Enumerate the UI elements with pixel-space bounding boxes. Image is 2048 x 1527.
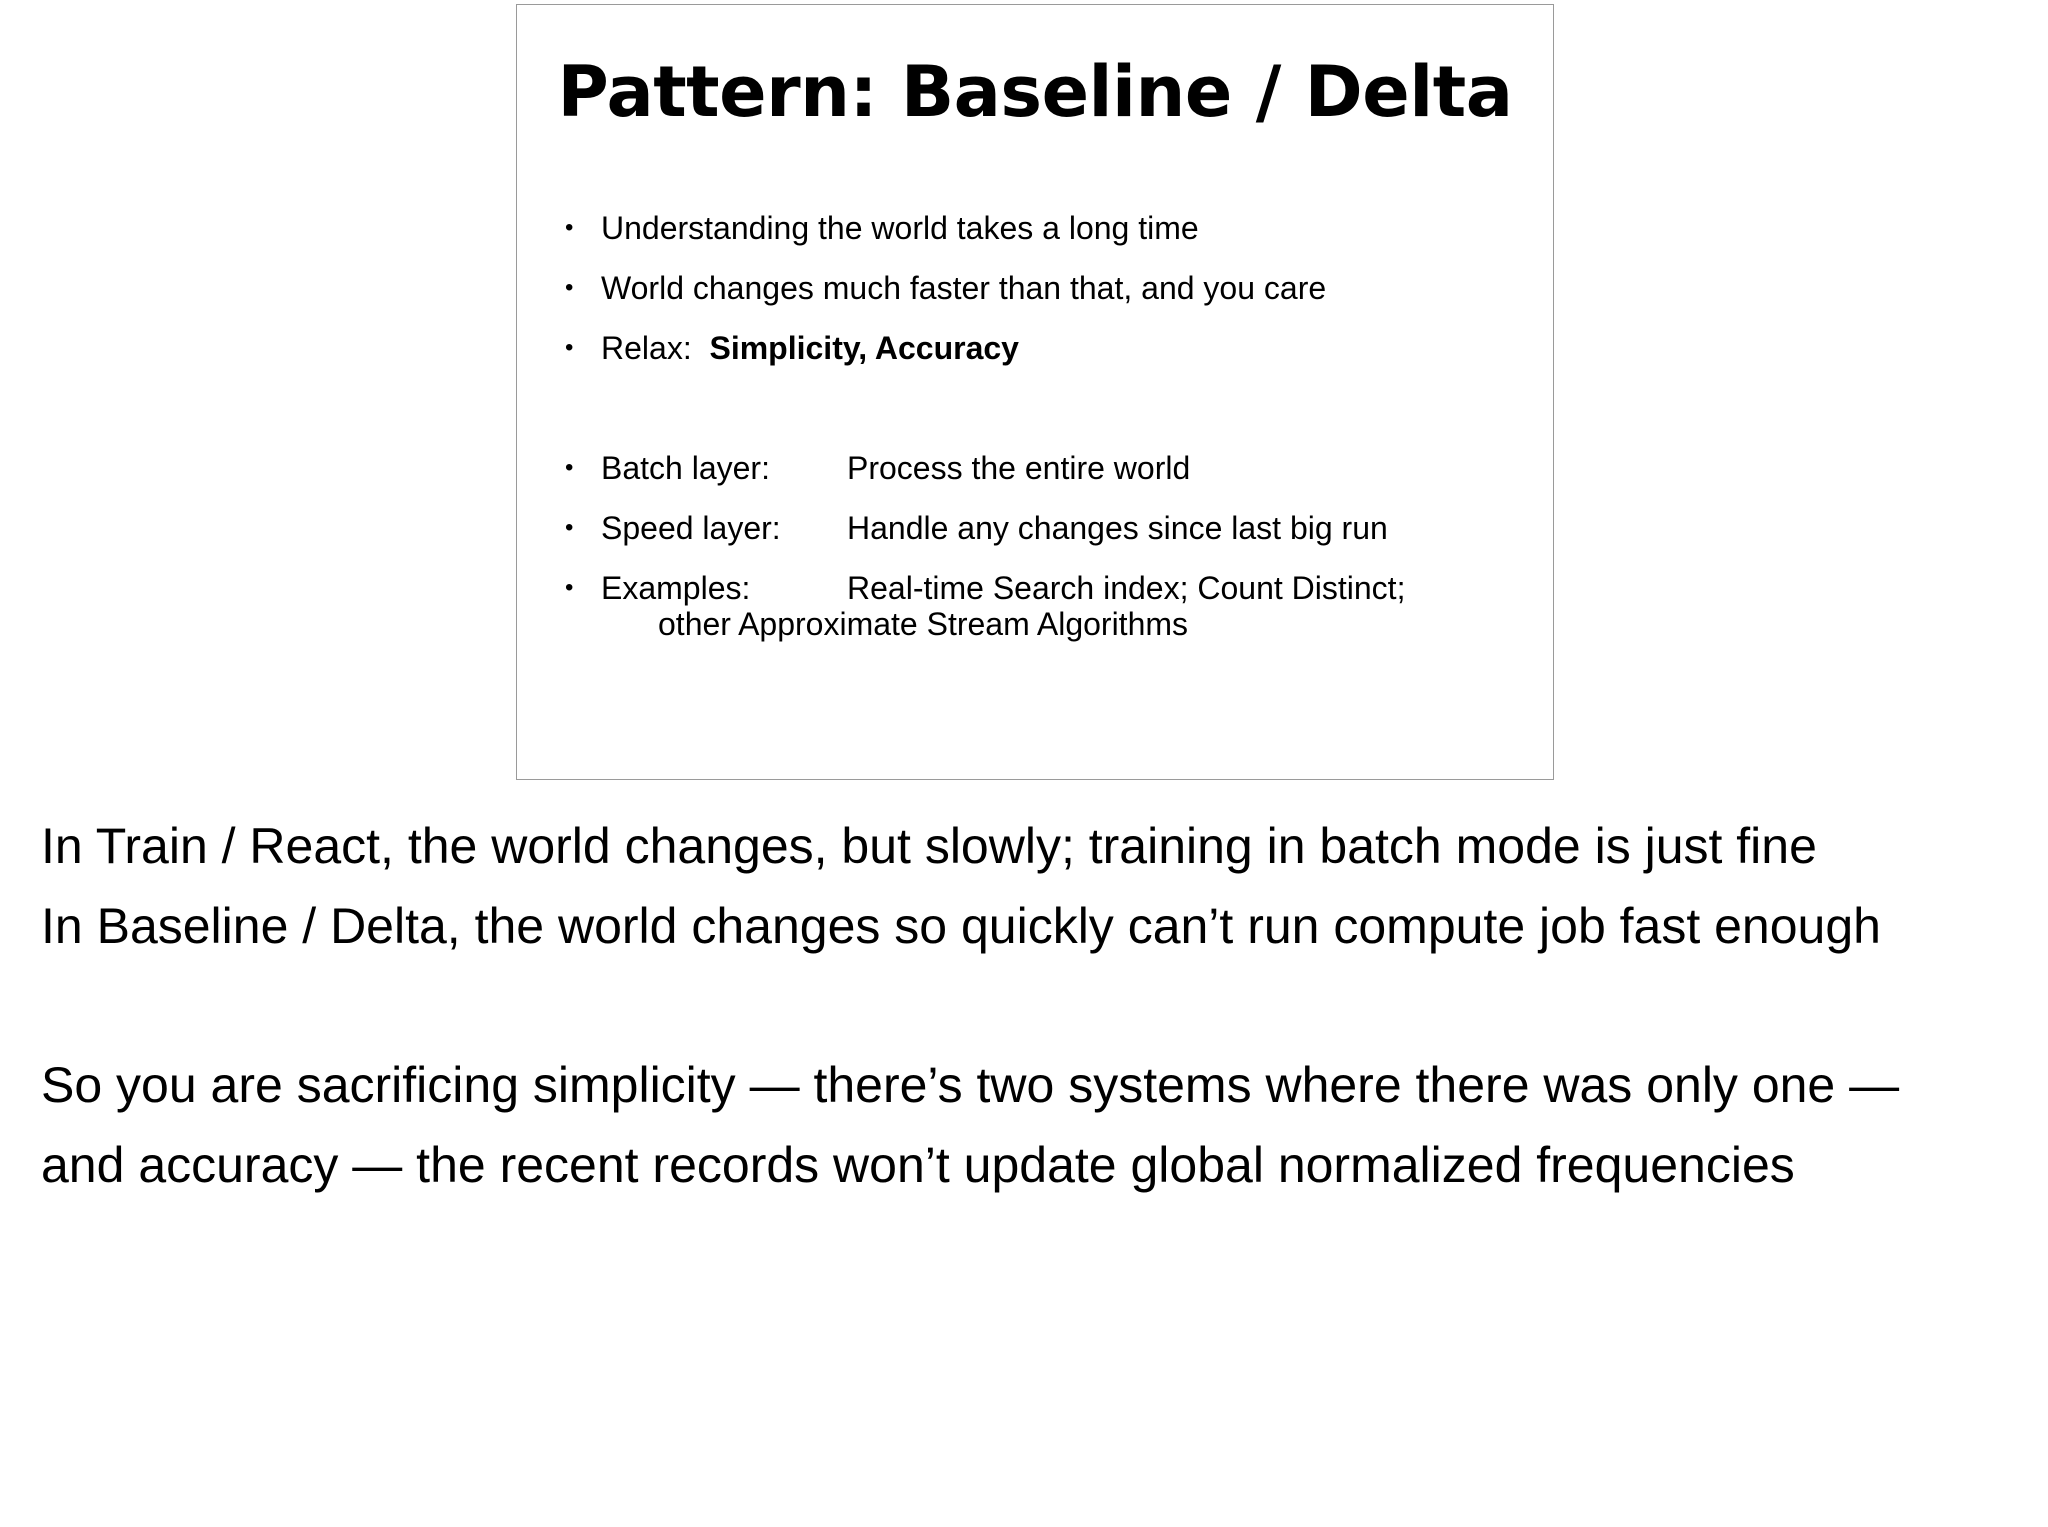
note-line-train-react: In Train / React, the world changes, but slowly; training in batch mode is just fine [41,818,1817,874]
relax-emphasis: Simplicity, Accuracy [709,330,1019,366]
bullet-examples-continuation: other Approximate Stream Algorithms [658,606,1189,642]
bullet-dot: • [565,454,574,481]
note-line-baseline-delta: In Baseline / Delta, the world changes so quickly can’t run compute job fast enough [41,898,1881,954]
slide-title: Pattern: Baseline / Delta [557,51,1513,133]
bullet-dot: • [565,334,574,361]
slide-thumbnail [516,4,1554,780]
bullet-dot: • [565,274,574,301]
bullet-value: Handle any changes since last big run [847,510,1388,546]
bullet-value: Process the entire world [847,450,1191,486]
note-line-accuracy: and accuracy — the recent records won’t update global normalized frequencies [41,1137,1795,1193]
bullet-value: Real-time Search index; Count Distinct; [847,570,1406,606]
bullet-label: Batch layer: [601,450,770,486]
relax-prefix: Relax: [601,330,710,366]
bullet-dot: • [565,514,574,541]
bullet-label: Examples: [601,570,751,606]
bullet-text [601,332,1019,364]
note-line-sacrificing-simplicity: So you are sacrificing simplicity — there’s two systems where there was only one — [41,1057,1900,1113]
bullet-label: Speed layer: [601,510,781,546]
bullet-dot: • [565,574,574,601]
bullet-dot: • [565,214,574,241]
bullet-text: World changes much faster than that, and you care [601,270,1327,306]
bullet-text: Understanding the world takes a long time [601,210,1199,246]
